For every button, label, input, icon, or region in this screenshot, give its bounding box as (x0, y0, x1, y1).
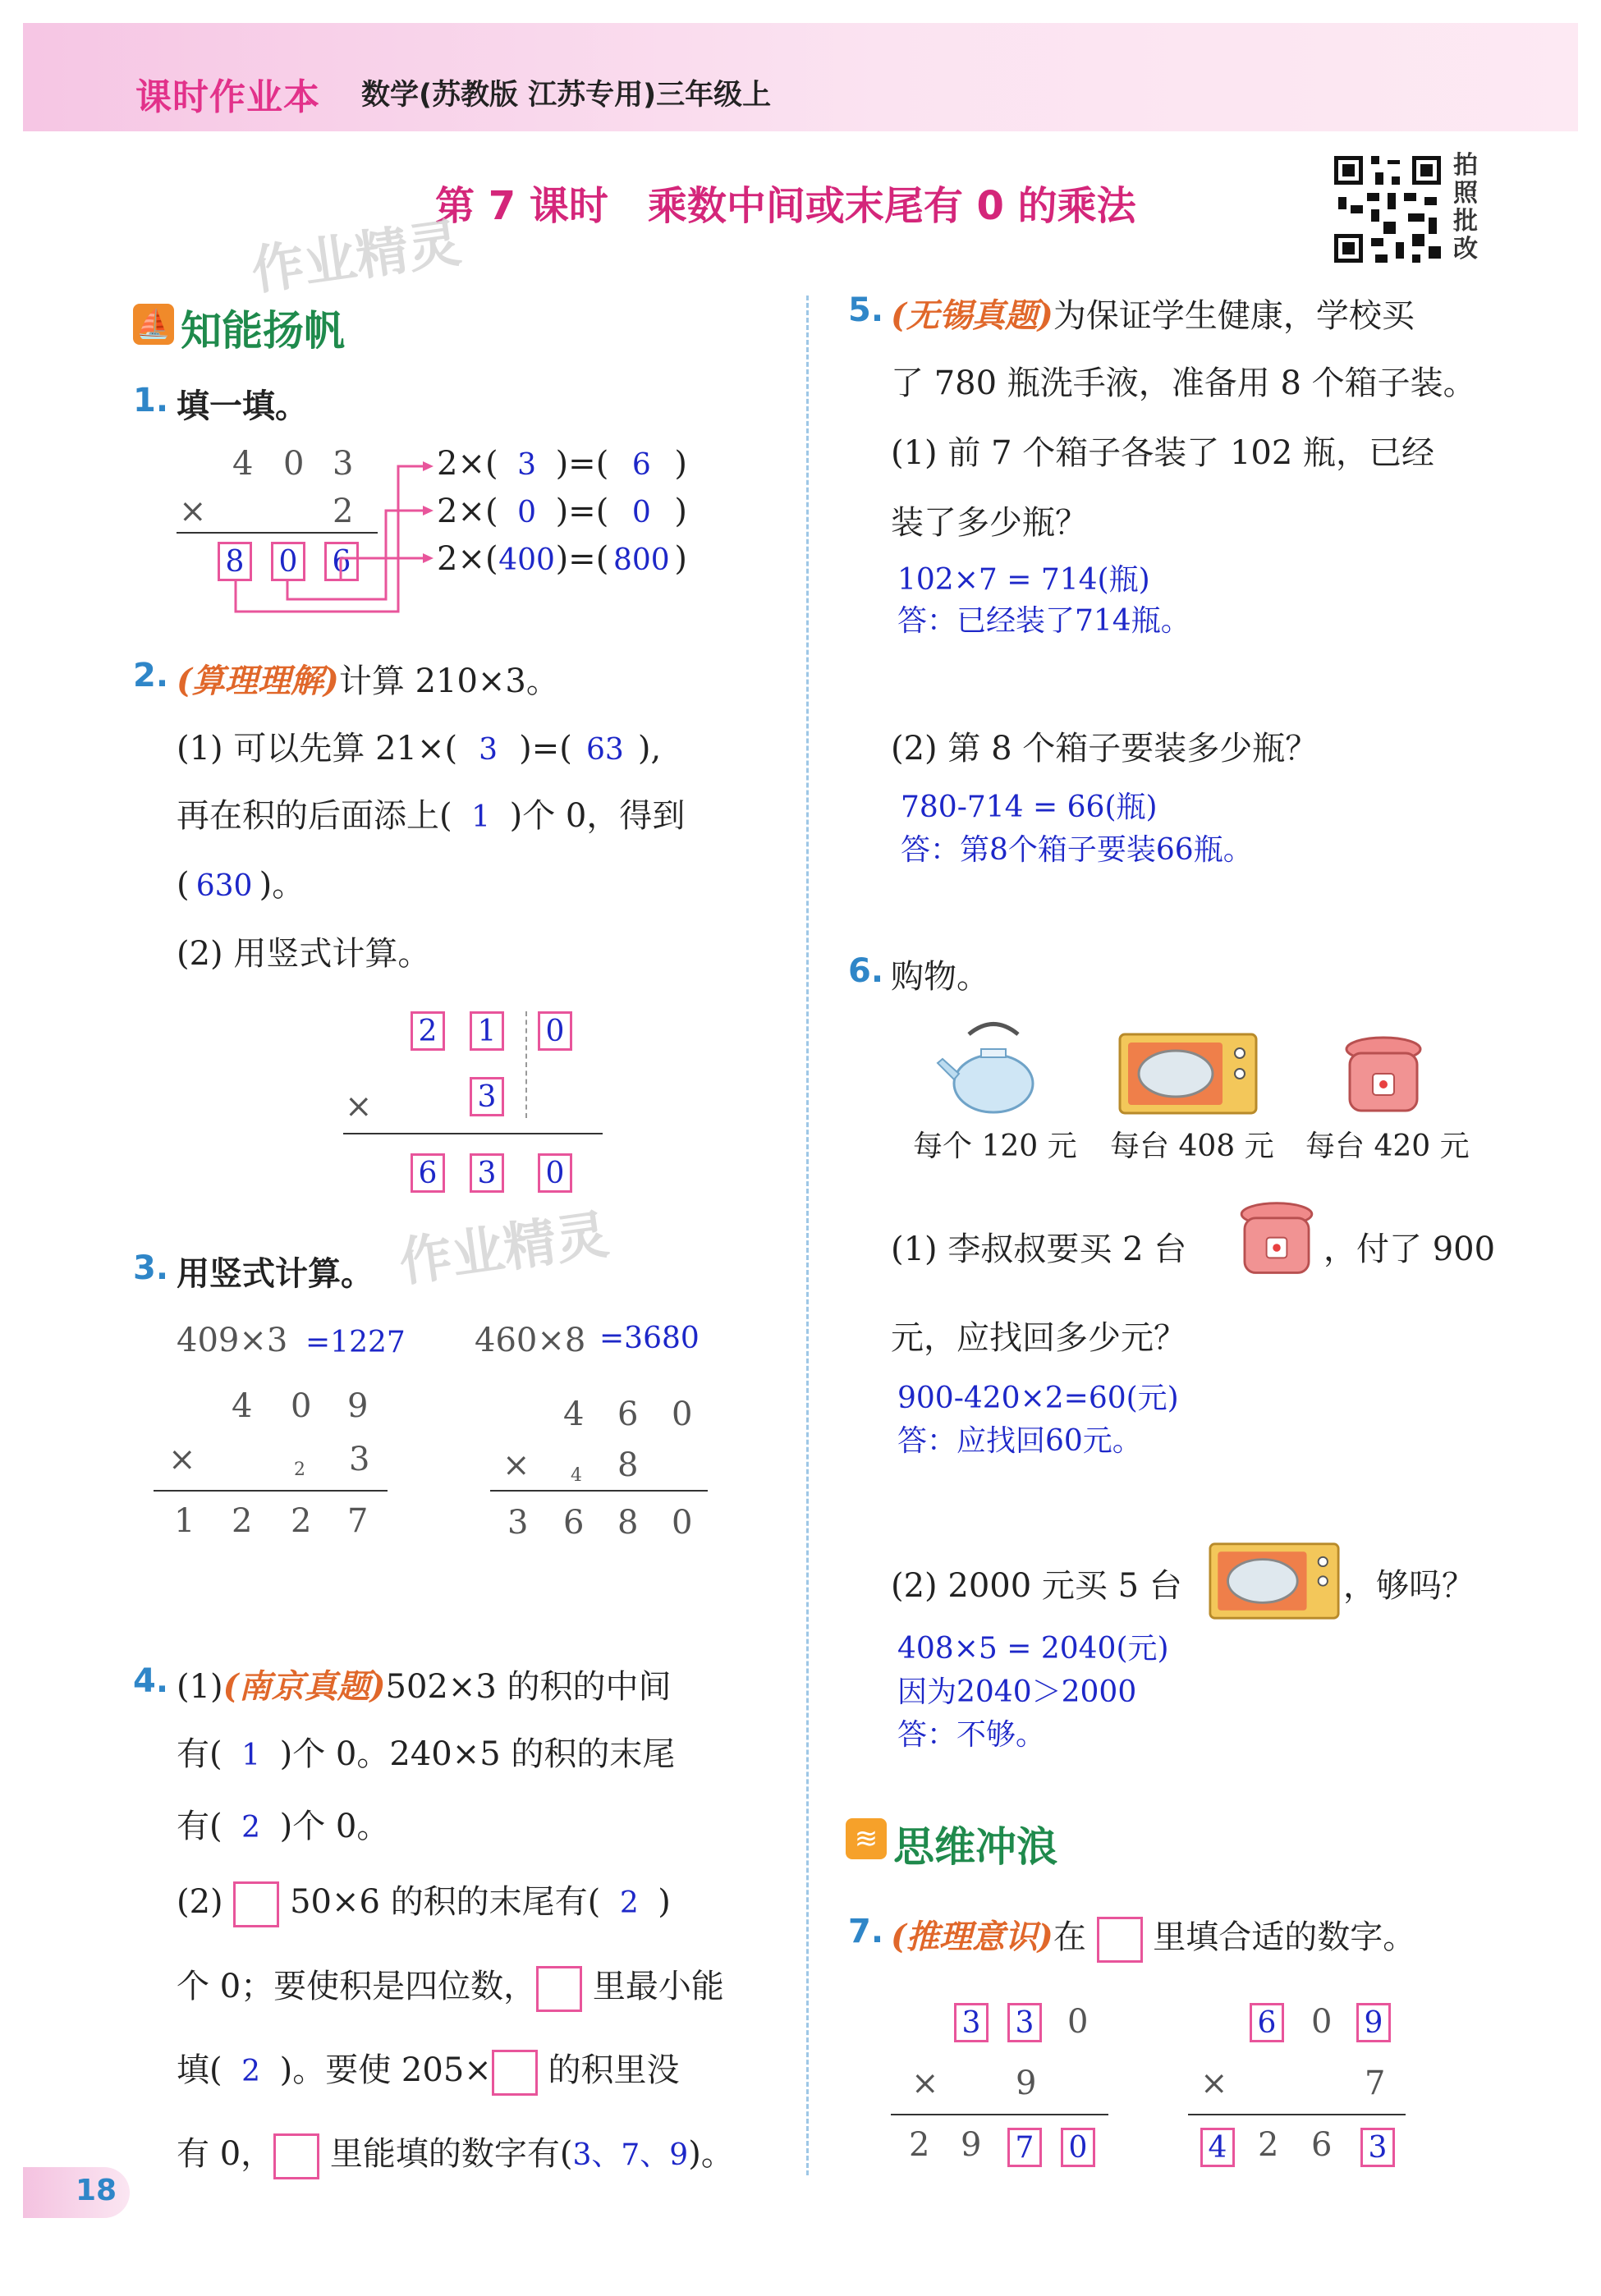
question-line: (2) 第 8 个箱子要装多少瓶？ (891, 730, 1319, 768)
microwave-icon (1209, 1542, 1340, 1620)
fill-row: 2×(400)=( 800 ) (437, 540, 687, 578)
carry-digit: 4 (571, 1465, 582, 1486)
answer-box: 6 (411, 1153, 445, 1193)
question-number: 6. (848, 952, 884, 990)
digit: 2 (333, 493, 354, 530)
place-divider (525, 1011, 527, 1118)
handwritten-answer: =1227 (305, 1326, 406, 1359)
digit: 9 (1016, 2065, 1037, 2102)
handwritten-answer: 答：不够。 (897, 1718, 1046, 1752)
handwritten-answer: 答：第8个箱子要装66瓶。 (901, 833, 1253, 867)
handwritten-answer: 因为2040＞2000 (897, 1675, 1137, 1709)
sail-icon: ⛵ (133, 304, 174, 345)
digit: 0 (283, 445, 305, 483)
question-line: ( 630 )。 (177, 866, 305, 904)
question-text: 购物。 (891, 958, 989, 996)
question-line: 了 780 瓶洗手液，准备用 8 个箱子装。 (891, 364, 1476, 402)
qr-code-icon[interactable] (1330, 152, 1445, 267)
question-line: 再在积的后面添上( 1 )个 0，得到 (177, 797, 686, 835)
answer-box: 4 (1200, 2128, 1235, 2167)
question-line: (1) 李叔叔要买 2 台 (891, 1230, 1187, 1268)
digit: 4 (232, 445, 254, 483)
handwritten-answer: 780-714 = 66(瓶) (901, 791, 1158, 824)
digit: 9 (961, 2126, 982, 2164)
digit: 2 (232, 1502, 253, 1540)
handwritten-answer: =3680 (599, 1322, 700, 1355)
answer-box: 3 (1007, 2003, 1042, 2042)
digit: 3 (507, 1504, 529, 1542)
handwritten-answer: 102×7 = 714(瓶) (897, 563, 1150, 597)
rule-line (154, 1490, 388, 1492)
answer-box: 6 (1250, 2003, 1284, 2042)
times-sign: × (168, 1441, 196, 1478)
question-text: 填一填。 (177, 387, 308, 425)
empty-box[interactable] (233, 1881, 279, 1927)
column-divider (806, 296, 809, 2175)
brand-title: 课时作业本 (135, 76, 320, 118)
question-line: (无锡真题)为保证学生健康，学校买 (891, 296, 1415, 335)
answer-box: 1 (470, 1011, 504, 1051)
rule-line (490, 1490, 708, 1492)
wave-icon: ≋ (846, 1818, 887, 1859)
question-line: 元，应找回多少元？ (891, 1319, 1186, 1357)
lesson-title: 第 7 课时 乘数中间或末尾有 0 的乘法 (435, 183, 1136, 229)
connector-lines (213, 451, 443, 624)
rule-line (1188, 2114, 1406, 2115)
question-line: ，够吗？ (1343, 1567, 1475, 1605)
question-line: (2) 2000 元买 5 台 (891, 1567, 1182, 1605)
answer-box: 7 (1007, 2128, 1042, 2167)
answer-box: 2 (411, 1011, 445, 1051)
digit: 0 (291, 1387, 312, 1425)
digit: 3 (349, 1441, 370, 1478)
question-line: 有( 2 )个 0。 (177, 1808, 390, 1845)
times-sign: × (345, 1088, 373, 1125)
answer-box: 6 (324, 542, 359, 581)
times-sign: × (911, 2065, 939, 2102)
answer-box: 8 (218, 542, 252, 581)
times-sign: × (179, 493, 207, 530)
question-line: 有( 1 )个 0。240×5 的积的末尾 (177, 1735, 676, 1773)
expression: 460×8 (475, 1322, 586, 1359)
empty-box[interactable] (536, 1966, 582, 2012)
question-text: (算理理解)计算 210×3。 (177, 662, 559, 700)
answer-box: 9 (1356, 2003, 1391, 2042)
subject-line: 数学(苏教版 江苏专用)三年级上 (361, 79, 772, 112)
page-number: 18 (76, 2174, 117, 2207)
section-heading: 知能扬帆 (181, 307, 345, 355)
digit: 2 (1258, 2126, 1279, 2164)
digit: 7 (347, 1502, 369, 1540)
digit: 1 (174, 1502, 195, 1540)
question-text: 用竖式计算。 (177, 1255, 374, 1293)
digit: 2 (909, 2126, 930, 2164)
digit: 9 (347, 1387, 369, 1425)
question-line: (2) 50×6 的积的末尾有( 2 ) (177, 1876, 671, 1927)
qr-label: 拍照批改 (1453, 151, 1478, 264)
price-label: 每台 408 元 (1110, 1130, 1274, 1163)
empty-box[interactable] (273, 2133, 319, 2179)
question-line: (1)(南京真题)502×3 的积的中间 (177, 1667, 672, 1706)
fill-row: 2×( 3 )=( 6 ) (437, 445, 687, 483)
handwritten-answer: 答：已经装了714瓶。 (897, 604, 1190, 638)
digit: 2 (291, 1502, 312, 1540)
digit: 0 (1311, 2003, 1333, 2041)
question-number: 2. (133, 657, 169, 694)
digit: 8 (617, 1446, 639, 1484)
handwritten-answer: 答：应找回60元。 (897, 1424, 1142, 1458)
question-line: (1) 前 7 个箱子各装了 102 瓶，已经 (891, 434, 1435, 472)
times-sign: × (1200, 2065, 1228, 2102)
answer-box: 3 (470, 1153, 504, 1193)
question-number: 4. (133, 1662, 169, 1700)
section-heading: 思维冲浪 (893, 1823, 1057, 1871)
digit: 0 (672, 1395, 693, 1433)
rule-line (343, 1133, 603, 1134)
digit: 0 (1067, 2003, 1089, 2041)
answer-box: 3 (470, 1077, 504, 1116)
question-line: ，付了 900 (1323, 1230, 1496, 1268)
digit: 4 (232, 1387, 253, 1425)
answer-box: 0 (538, 1011, 572, 1051)
handwritten-answer: 408×5 = 2040(元) (897, 1632, 1169, 1666)
answer-box: 0 (538, 1153, 572, 1193)
answer-box: 3 (954, 2003, 989, 2042)
question-line: (1) 可以先算 21×( 3 )=( 63 ), (177, 730, 662, 768)
question-number: 5. (848, 291, 884, 329)
question-number: 1. (133, 382, 169, 419)
answer-box: 3 (1360, 2128, 1395, 2167)
watermark: 作业精灵 (395, 1204, 612, 1295)
price-label: 每台 420 元 (1305, 1130, 1470, 1163)
question-line: (推理意识)在 里填合适的数字。 (891, 1911, 1415, 1963)
answer-box: 0 (1061, 2128, 1095, 2167)
price-label: 每个 120 元 (913, 1130, 1077, 1163)
question-line: 个 0；要使积是四位数， 里最小能 (177, 1960, 724, 2012)
empty-box[interactable] (492, 2050, 538, 2096)
digit: 7 (1365, 2065, 1386, 2102)
watermark: 作业精灵 (247, 213, 465, 303)
question-line: 装了多少瓶？ (891, 504, 1088, 542)
carry-digit: 2 (294, 1460, 305, 1480)
rule-line (891, 2114, 1108, 2115)
digit: 3 (333, 445, 354, 483)
microwave-icon (1118, 1033, 1258, 1115)
expression: 409×3 (177, 1322, 288, 1359)
question-line: 有 0， 里能填的数字有(3、7、9)。 (177, 2128, 734, 2179)
rice-cooker-icon (1338, 1033, 1429, 1119)
kettle-icon (936, 1018, 1051, 1116)
question-number: 3. (133, 1249, 169, 1287)
question-line: 填( 2 )。要使 205× 的积里没 (177, 2044, 680, 2096)
empty-box[interactable] (1097, 1917, 1143, 1963)
digit: 0 (672, 1504, 693, 1542)
digit: 6 (563, 1504, 585, 1542)
digit: 8 (617, 1504, 639, 1542)
times-sign: × (502, 1446, 530, 1484)
digit: 4 (563, 1395, 585, 1433)
fill-row: 2×( 0 )=( 0 ) (437, 493, 687, 530)
digit: 6 (1311, 2126, 1333, 2164)
question-line: (2) 用竖式计算。 (177, 935, 431, 973)
answer-box: 0 (271, 542, 305, 581)
digit: 6 (617, 1395, 639, 1433)
handwritten-answer: 900-420×2=60(元) (897, 1382, 1179, 1415)
question-number: 7. (848, 1913, 884, 1950)
rice-cooker-icon (1232, 1198, 1322, 1281)
